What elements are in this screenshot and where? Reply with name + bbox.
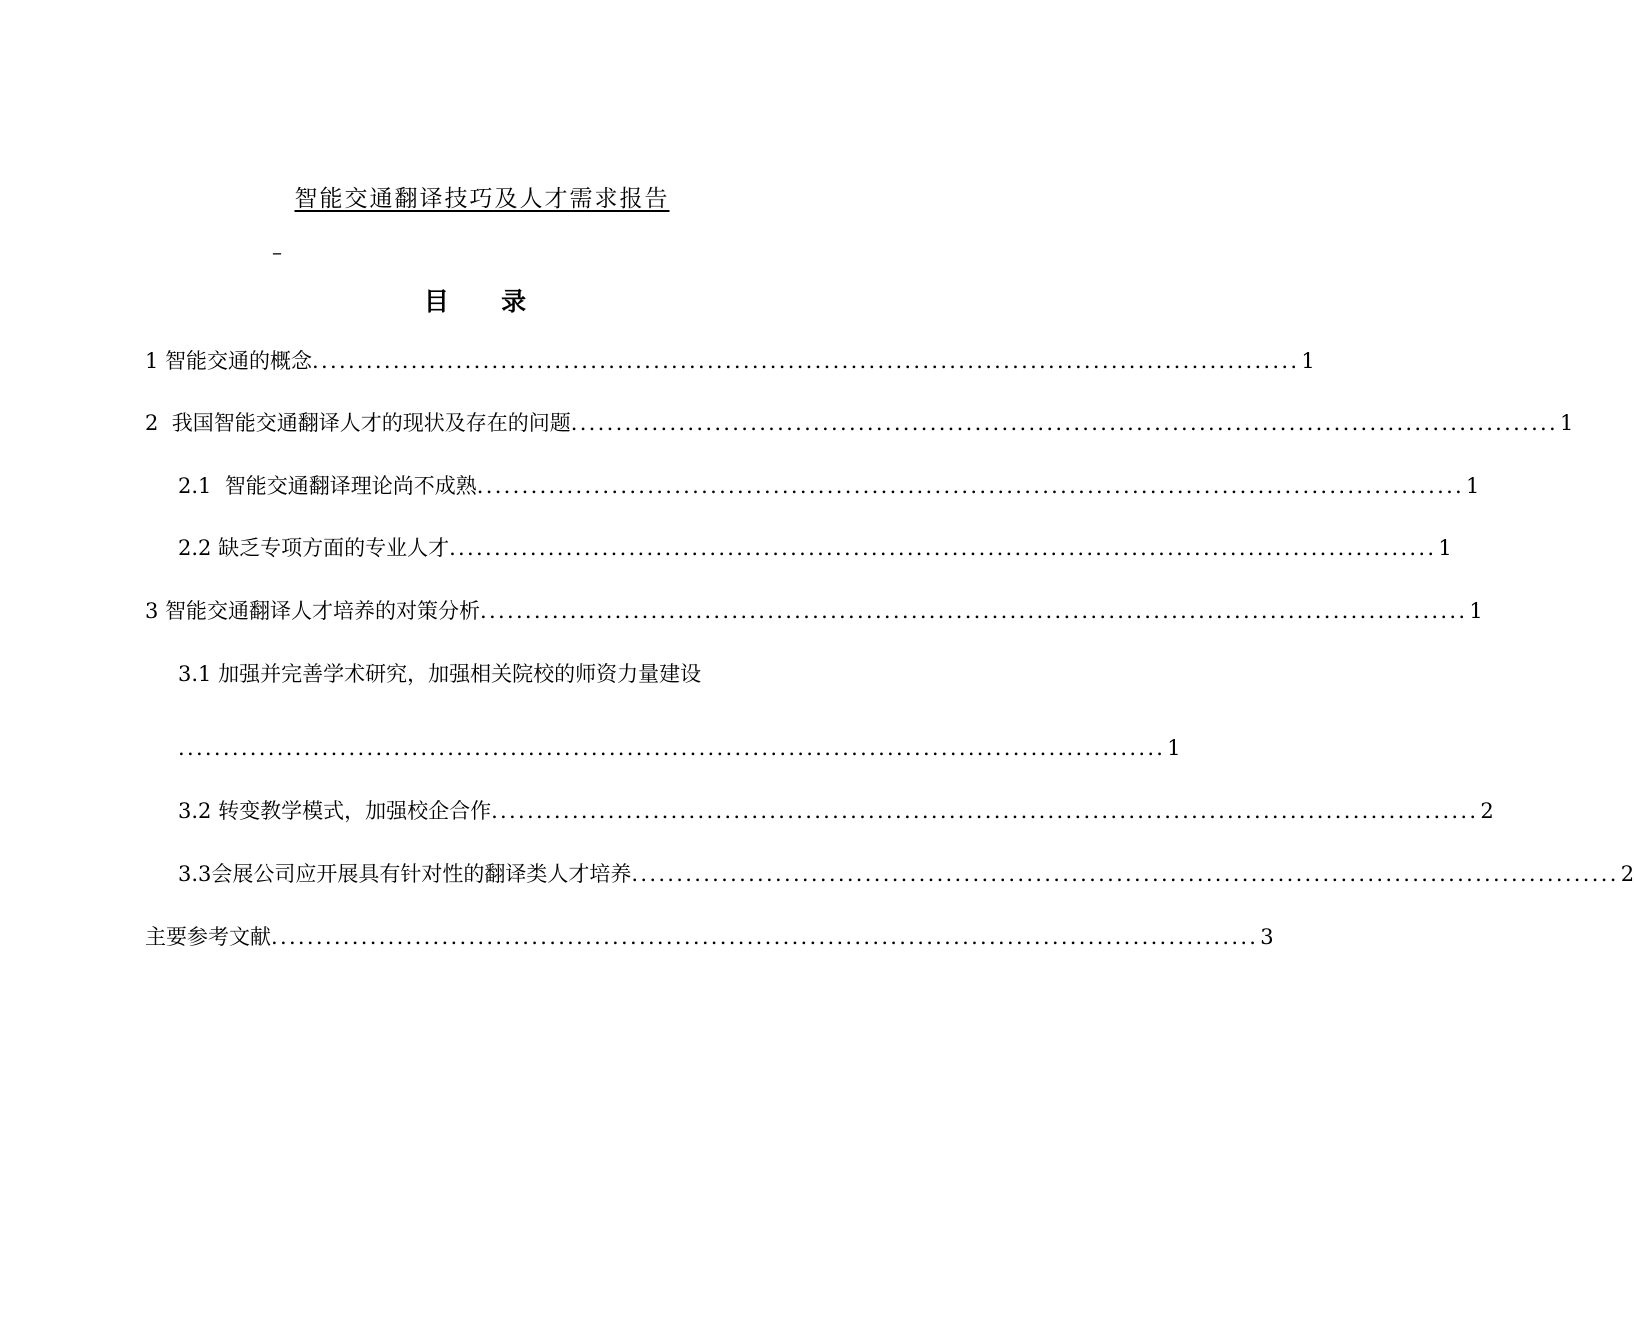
toc-leader-dots: .............................................................................................................. — [631, 862, 1619, 886]
toc-entry-label: 主要参考文献 — [145, 925, 271, 949]
toc-leader-dots: .............................................................................................................. — [480, 599, 1468, 623]
toc-leader-dots: .............................................................................................................. — [491, 799, 1479, 823]
toc-entry-3[interactable] — [145, 596, 1483, 626]
toc-entry-2-1[interactable] — [178, 471, 1480, 501]
toc-leader-dots: .............................................................................................................. — [570, 411, 1558, 435]
toc-entry-label: 2 我国智能交通翻译人才的现状及存在的问题 — [145, 411, 571, 435]
toc-leader-dots: .............................................................................................................. — [271, 925, 1259, 949]
toc-entry-label: 3.3会展公司应开展具有针对性的翻译类人才培养 — [178, 862, 632, 886]
toc-leader-dots: .............................................................................................................. — [178, 736, 1166, 760]
dash-mark: – — [272, 240, 282, 264]
toc-page-number: 3 — [1260, 925, 1274, 949]
toc-page-number: 1 — [1438, 536, 1452, 560]
toc-page-number: 1 — [1167, 736, 1181, 760]
toc-page-number: 1 — [1469, 599, 1483, 623]
document-title-text: 智能交通翻译技巧及人才需求报告 — [294, 186, 670, 212]
toc-page-number: 1 — [1560, 411, 1574, 435]
toc-entry-label: 1 智能交通的概念 — [145, 349, 313, 373]
toc-entry-label: 2.1 智能交通翻译理论尚不成熟 — [178, 474, 477, 498]
toc-entry-2-2[interactable] — [178, 533, 1452, 563]
toc-page-number: 2 — [1620, 862, 1634, 886]
toc-entry-1[interactable] — [145, 346, 1315, 376]
toc-page-number: 2 — [1480, 799, 1494, 823]
toc-entry-2[interactable] — [145, 408, 1574, 438]
toc-page-number: 1 — [1466, 474, 1480, 498]
toc-entry-label: 3.2 转变教学模式，加强校企合作 — [178, 799, 492, 823]
toc-leader-dots: .............................................................................................................. — [449, 536, 1437, 560]
toc-entry-label: 2.2 缺乏专项方面的专业人才 — [178, 536, 450, 560]
toc-entry-continuation — [178, 733, 1181, 763]
toc-page-number: 1 — [1301, 349, 1315, 373]
toc-leader-dots: .............................................................................................................. — [476, 474, 1465, 498]
toc-leader-dots: .............................................................................................................. — [312, 349, 1300, 373]
toc-entry-3-2[interactable] — [178, 796, 1494, 826]
toc-entry-3-3[interactable] — [178, 859, 1634, 889]
toc-entry-label: 3.1 加强并完善学术研究，加强相关院校的师资力量建设 — [178, 662, 702, 686]
toc-entry-references[interactable] — [145, 922, 1274, 952]
toc-entry-label: 3 智能交通翻译人才培养的对策分析 — [145, 599, 481, 623]
document-title — [0, 180, 950, 213]
toc-heading: 目 录 — [423, 287, 527, 316]
